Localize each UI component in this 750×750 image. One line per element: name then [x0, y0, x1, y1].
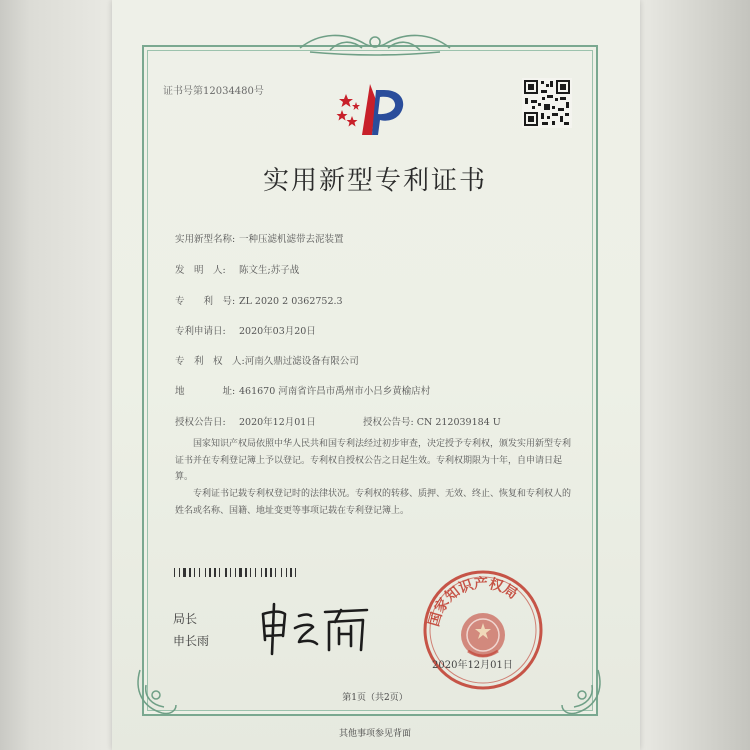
field-value: ZL 2020 2 0362752.3 [239, 296, 343, 307]
back-note: 其他事项参见背面 [338, 729, 411, 739]
seal-text: 国家知识产权局 [426, 575, 521, 629]
barcode [174, 568, 324, 577]
field-label: 专 利 权 人: [175, 356, 245, 367]
page-indicator: 第1页（共2页） [342, 693, 408, 703]
field-patentee [175, 353, 359, 367]
field-utility-model-name [175, 231, 344, 245]
field-value: 2020年12月01日 [239, 417, 316, 428]
qr-code [522, 78, 572, 128]
field-label: 实用新型名称: [175, 234, 236, 245]
field-inventor [175, 262, 299, 276]
field-grant-date [175, 414, 316, 428]
director-name: 申长雨 [173, 634, 210, 648]
certificate-number: 证书号第12034480号 [163, 86, 264, 97]
field-patent-number [175, 293, 343, 307]
field-application-date [175, 323, 316, 337]
top-ornament [290, 28, 460, 58]
director-title: 局长 [173, 612, 198, 626]
certificate-title: 实用新型专利证书 [262, 166, 487, 196]
field-label: 授权公告号: [363, 417, 414, 428]
field-label: 地 址: [175, 386, 236, 397]
handwritten-signature [255, 600, 375, 658]
field-address [175, 383, 430, 397]
field-label: 发 明 人: [175, 265, 226, 276]
field-label: 专利申请日: [175, 326, 226, 337]
field-value: 陈文生;苏子战 [239, 265, 300, 276]
statement-paragraph-1: 国家知识产权局依照中华人民共和国专利法经过初步审查，决定授予专利权，颁发实用新型专利证书并在专利登记簿上予以登记。专利权自授权公告之日起生效。专利权期限为十年，自申请日起算。 [175, 439, 572, 482]
field-value: 河南久鼎过滤设备有限公司 [244, 356, 359, 367]
field-value: 一种压滤机滤带去泥装置 [239, 234, 344, 245]
patent-office-logo [332, 80, 410, 140]
field-grant-number [363, 414, 501, 428]
seal-date: 2020年12月01日 [432, 660, 513, 671]
field-label: 授权公告日: [175, 417, 226, 428]
field-value: 461670 河南省许昌市禹州市小吕乡黄榆店村 [239, 386, 431, 397]
field-value: CN 212039184 U [416, 417, 501, 428]
field-value: 2020年03月20日 [239, 326, 316, 337]
field-label: 专 利 号: [175, 296, 236, 307]
statement-paragraph-2: 专利证书记载专利权登记时的法律状况。专利权的转移、质押、无效、终止、恢复和专利权人的姓名或名称、国籍、地址变更等事项记载在专利登记簿上。 [175, 489, 572, 516]
official-seal [418, 565, 548, 695]
